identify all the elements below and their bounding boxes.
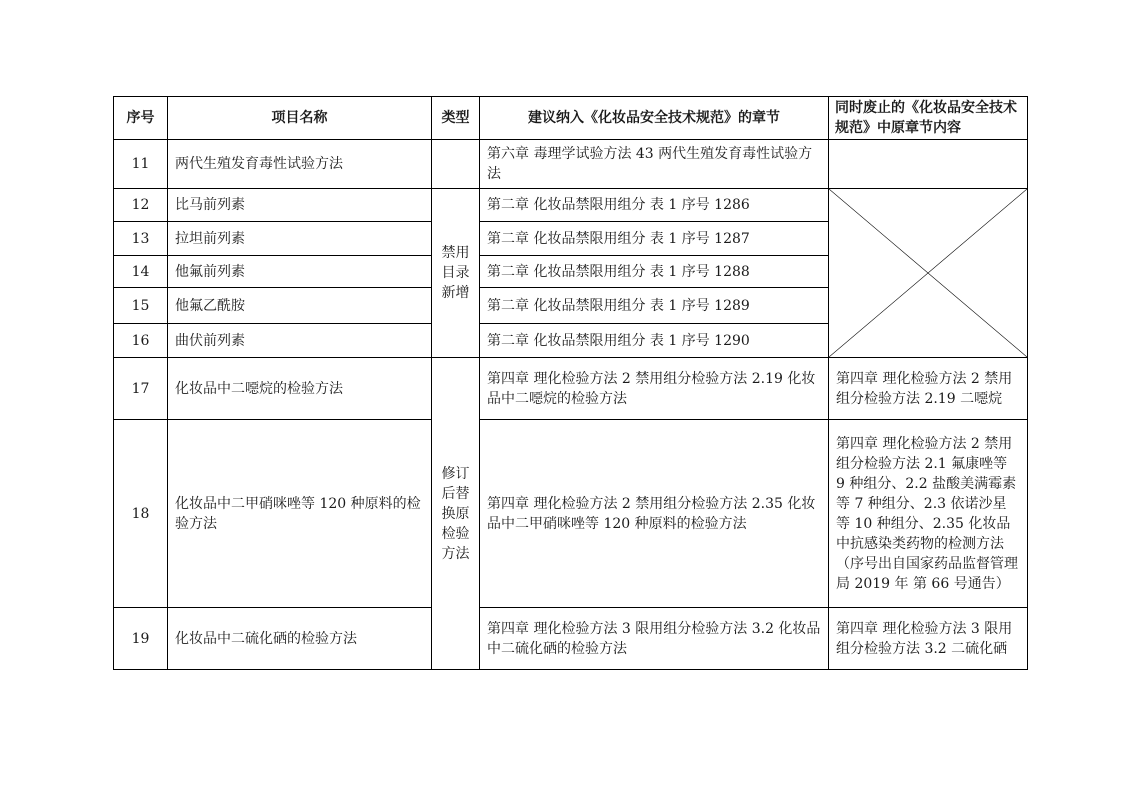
row-seq: 11 xyxy=(114,140,168,189)
table-row xyxy=(114,358,1028,420)
row-chapter: 第二章 化妆品禁限用组分 表 1 序号 1288 xyxy=(480,256,829,288)
table-row xyxy=(114,189,1028,222)
document-table xyxy=(113,96,1028,670)
row-name: 他氟前列素 xyxy=(168,256,432,288)
row-chapter: 第六章 毒理学试验方法 43 两代生殖发育毒性试验方法 xyxy=(480,140,829,189)
row-name: 拉坦前列素 xyxy=(168,222,432,256)
row-seq: 17 xyxy=(114,358,168,420)
row-name: 化妆品中二甲硝咪唑等 120 种原料的检验方法 xyxy=(168,420,432,608)
row-seq: 14 xyxy=(114,256,168,288)
row-abolished xyxy=(829,140,1028,189)
row-chapter: 第四章 理化检验方法 2 禁用组分检验方法 2.35 化妆品中二甲硝咪唑等 120 种原料的检验方法 xyxy=(480,420,829,608)
table-row xyxy=(114,140,1028,189)
row-seq: 13 xyxy=(114,222,168,256)
header-seq: 序号 xyxy=(114,97,168,140)
crossed-out-cell xyxy=(829,189,1028,358)
row-type-empty xyxy=(432,140,480,189)
header-chapter: 建议纳入《化妆品安全技术规范》的章节 xyxy=(480,97,829,140)
row-abolished: 第四章 理化检验方法 2 禁用组分检验方法 2.19 二噁烷 xyxy=(829,358,1028,420)
row-name: 他氟乙酰胺 xyxy=(168,288,432,324)
header-row xyxy=(114,97,1028,140)
row-abolished: 第四章 理化检验方法 3 限用组分检验方法 3.2 二硫化硒 xyxy=(829,608,1028,670)
row-seq: 15 xyxy=(114,288,168,324)
row-name: 两代生殖发育毒性试验方法 xyxy=(168,140,432,189)
row-abolished: 第四章 理化检验方法 2 禁用组分检验方法 2.1 氟康唑等 9 种组分、2.2 盐酸美满霉素等 7 种组分、2.3 依诺沙星等 10 种组分、2.35 化妆品中抗感染类药物的检测方法（序号出自国家药品监督管理局 2019 年 第 66 号通告） xyxy=(829,420,1028,608)
row-name: 化妆品中二硫化硒的检验方法 xyxy=(168,608,432,670)
row-chapter: 第四章 理化检验方法 2 禁用组分检验方法 2.19 化妆品中二噁烷的检验方法 xyxy=(480,358,829,420)
table-row xyxy=(114,608,1028,670)
type-group-revised: 修订后替换原检验方法 xyxy=(432,358,480,670)
row-seq: 12 xyxy=(114,189,168,222)
header-name: 项目名称 xyxy=(168,97,432,140)
header-abolished: 同时废止的《化妆品安全技术规范》中原章节内容 xyxy=(829,97,1028,140)
row-chapter: 第二章 化妆品禁限用组分 表 1 序号 1289 xyxy=(480,288,829,324)
row-name: 化妆品中二噁烷的检验方法 xyxy=(168,358,432,420)
row-name: 比马前列素 xyxy=(168,189,432,222)
row-chapter: 第二章 化妆品禁限用组分 表 1 序号 1287 xyxy=(480,222,829,256)
header-type: 类型 xyxy=(432,97,480,140)
row-seq: 19 xyxy=(114,608,168,670)
row-seq: 16 xyxy=(114,324,168,358)
row-name: 曲伏前列素 xyxy=(168,324,432,358)
cross-mark-icon xyxy=(829,189,1027,357)
row-chapter: 第二章 化妆品禁限用组分 表 1 序号 1290 xyxy=(480,324,829,358)
row-seq: 18 xyxy=(114,420,168,608)
table-row xyxy=(114,420,1028,608)
type-group-ban-new: 禁用目录新增 xyxy=(432,189,480,358)
row-chapter: 第二章 化妆品禁限用组分 表 1 序号 1286 xyxy=(480,189,829,222)
row-chapter: 第四章 理化检验方法 3 限用组分检验方法 3.2 化妆品中二硫化硒的检验方法 xyxy=(480,608,829,670)
